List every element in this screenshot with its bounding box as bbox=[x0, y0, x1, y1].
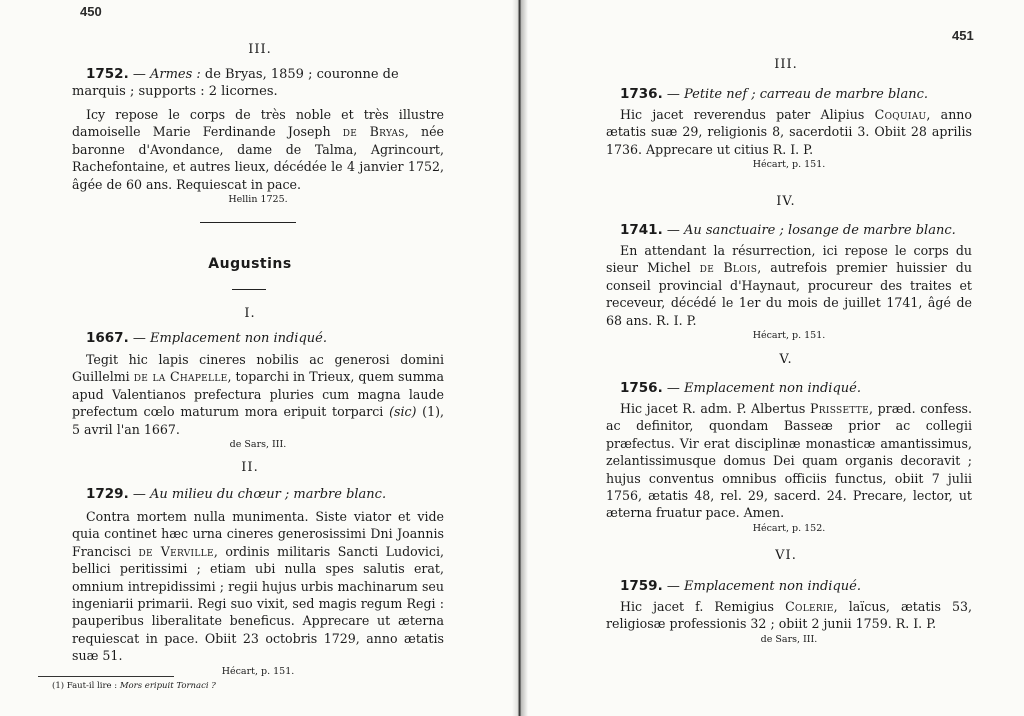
entry-text: En attendant la résurrection, ici repose le corps du sieur Michel de Blois, autrefois premier huissier du conseil provincial d'Haynaut, procureur des traites et receveur, décédé le 1er du mois de juillet 1741, âgé de 68 ans. R. I. P. bbox=[606, 243, 972, 328]
entry-heading: 1736. — Petite nef ; carreau de marbre blanc. bbox=[620, 86, 929, 102]
section-numeral: III. bbox=[248, 42, 272, 57]
entry-source: Hécart, p. 152. bbox=[752, 522, 826, 534]
entry-1667 bbox=[72, 330, 444, 451]
section-numeral: V. bbox=[779, 352, 793, 367]
person-name: de Bryas bbox=[342, 124, 405, 140]
person-name: Coquiau bbox=[874, 107, 927, 122]
section-title: Augustins bbox=[208, 256, 292, 272]
entry-1759 bbox=[606, 578, 972, 646]
entry-1752 bbox=[72, 66, 444, 206]
entry-1729 bbox=[72, 486, 444, 678]
entry-heading: 1741. — Au sanctuaire ; losange de marbre blanc. bbox=[620, 222, 956, 238]
person-name: Prissette bbox=[809, 401, 869, 416]
entry-location: Emplacement non indiqué. bbox=[683, 579, 861, 594]
entry-heading: 1729. — Au milieu du chœur ; marbre blanc. bbox=[86, 486, 387, 502]
page-number: 450 bbox=[80, 4, 102, 19]
section-numeral: III. bbox=[774, 57, 798, 72]
entry-source: Hellin 1725. bbox=[228, 194, 288, 206]
entry-year: 1752. bbox=[86, 66, 129, 82]
footnote-rule bbox=[38, 676, 174, 677]
right-page bbox=[516, 0, 1024, 716]
entry-1756 bbox=[606, 380, 972, 535]
entry-location: Au milieu du chœur ; marbre blanc. bbox=[149, 487, 387, 502]
entry-source: de Sars, III. bbox=[229, 439, 287, 451]
entry-heading: 1752. — Armes : de Bryas, 1859 ; couronne de marquis ; supports : 2 licornes. bbox=[72, 66, 399, 99]
entry-location: Petite nef ; carreau de marbre blanc. bbox=[683, 87, 929, 102]
entry-year: 1741. bbox=[620, 222, 663, 238]
entry-source: Hécart, p. 151. bbox=[221, 665, 295, 677]
entry-location: Emplacement non indiqué. bbox=[149, 331, 327, 346]
short-divider bbox=[232, 289, 266, 290]
section-numeral: IV. bbox=[776, 194, 796, 209]
entry-location: Armes : bbox=[149, 67, 201, 82]
entry-location: Au sanctuaire ; losange de marbre blanc. bbox=[683, 223, 956, 238]
person-name: Colerie bbox=[785, 599, 834, 614]
entry-source: Hécart, p. 151. bbox=[752, 330, 826, 342]
entry-1741 bbox=[606, 222, 972, 342]
entry-heading: 1759. — Emplacement non indiqué. bbox=[620, 578, 861, 594]
entry-year: 1736. bbox=[620, 86, 663, 102]
entry-heading: 1667. — Emplacement non indiqué. bbox=[86, 330, 327, 346]
entry-text: Hic jacet reverendus pater Alipius Coquiau, anno ætatis suæ 29, religionis 8, sacerdotii 3. Obiit 28 aprilis 1736. Apprecare ut citius R. I. P. bbox=[606, 107, 972, 157]
section-numeral: II. bbox=[241, 460, 259, 475]
section-numeral: VI. bbox=[775, 548, 797, 563]
entry-text: Hic jacet R. adm. P. Albertus Prissette, præd. confess. ac definitor, quondam Basseæ prior ac collegii præfectus. Vir erat disciplinæ monasticæ amantissimus, zelantissimusque domus Dei quam organis decoravit ; hujus conventus omnibus officiis functus, obiit 7 julii 1756, ætatis 48, rel. 29, sacerd. 24. Precare, lector, ut æterna fruatur pace. Amen. bbox=[606, 401, 972, 521]
section-divider bbox=[200, 222, 296, 223]
entry-year: 1667. bbox=[86, 330, 129, 346]
page-number: 451 bbox=[952, 28, 974, 43]
person-name: de Verville bbox=[138, 543, 214, 559]
person-name: de Blois bbox=[699, 260, 758, 276]
entry-source: Hécart, p. 151. bbox=[752, 159, 826, 171]
entry-year: 1729. bbox=[86, 486, 129, 502]
entry-year: 1756. bbox=[620, 380, 663, 396]
entry-location: Emplacement non indiqué. bbox=[683, 381, 861, 396]
entry-source: de Sars, III. bbox=[760, 633, 818, 645]
entry-text: Contra mortem nulla munimenta. Siste viator et vide quia continet hæc urna cineres generosissimi Dni Joannis Francisci de Verville, ordinis militaris Sancti Ludovici, bellici peritissimi ; etiam ubi nulla spes salutis erat, omnium intrepidissimi ; regii hujus urbis machinarum seu ingeniarii primarii. Regi suo vixit, sed magis regum Regi : pauperibus liberalitate beneficus. Apprecare ut æterna requiescat in pace. Obiit 23 octobris 1729, anno ætatis suæ 51. bbox=[72, 509, 444, 664]
entry-text: Hic jacet f. Remigius Colerie, laïcus, ætatis 53, religiosæ professionis 32 ; obiit 2 junii 1759. R. I. P. bbox=[606, 599, 973, 632]
footnote: (1) Faut-il lire : Mors eripuit Tornaci ? bbox=[52, 681, 216, 691]
person-name: de la Chapelle bbox=[133, 369, 228, 385]
section-numeral: I. bbox=[244, 306, 256, 321]
entry-1736 bbox=[606, 86, 972, 171]
entry-text: Icy repose le corps de très noble et très illustre damoiselle Marie Ferdinande Joseph de Bryas, née baronne d'Avondance, dame de Talma, Agrincourt, Rachefontaine, et autres lieux, décédée le 4 janvier 1752, âgée de 60 ans. Requiescat in pace. bbox=[72, 107, 444, 192]
entry-year: 1759. bbox=[620, 578, 663, 594]
entry-text: Tegit hic lapis cineres nobilis ac generosi domini Guillelmi de la Chapelle, toparchi in Trieux, quem summa apud Valentianos prefectura pluries cum magna laude prefectum cœlo maturum mora eripuit torparci (sic) (1), 5 avril l'an 1667. bbox=[72, 352, 444, 437]
entry-heading: 1756. — Emplacement non indiqué. bbox=[620, 380, 861, 396]
